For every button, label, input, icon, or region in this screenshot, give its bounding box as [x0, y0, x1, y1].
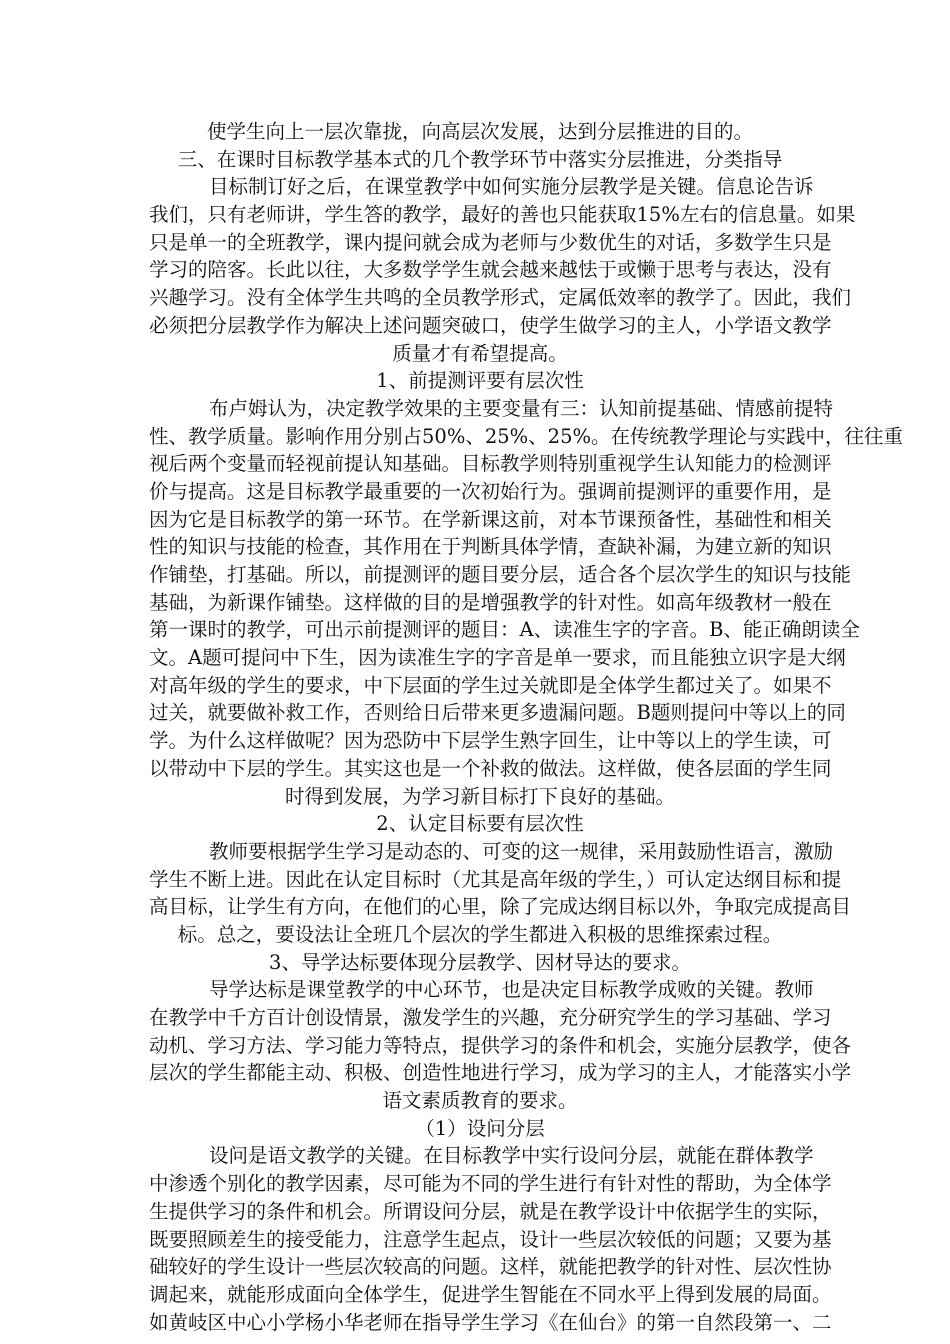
- text-line: 使学生向上一层次靠拢，向高层次发展，达到分层推进的目的。: [206, 120, 753, 143]
- text-line: 语文素质教育的要求。: [382, 1089, 578, 1113]
- text-line: 1、前提测评要有层次性: [376, 369, 584, 393]
- text-line: 层次的学生都能主动、积极、创造性地进行学习，成为学习的主人，才能落实小学: [149, 1061, 852, 1085]
- text-line: 标。总之，要设法让全班几个层次的学生都进入积极的思维探索过程。: [177, 922, 783, 946]
- text-line: 学生不断上进。因此在认定目标时（尤其是高年级的学生，）可认定达纲目标和提: [149, 867, 842, 891]
- text-line: 高目标，让学生有方向，在他们的心里，除了完成达纲目标以外，争取完成提高目: [149, 895, 852, 919]
- text-line: 我们，只有老师讲，学生答的教学，最好的善也只能获取15%左右的信息量。如果: [149, 203, 856, 227]
- text-line: 第一课时的教学，可出示前提测评的题目：A、读准生字的字音。B、能正确朗读全: [149, 618, 860, 642]
- text-line: 教师要根据学生学习是动态的、可变的这一规律，采用鼓励性语言，激励: [209, 839, 834, 863]
- text-line: 生提供学习的条件和机会。所谓设问分层，就是在教学设计中依据学生的实际，: [149, 1199, 832, 1223]
- text-line: 三、在课时目标教学基本式的几个教学环节中落实分层推进，分类指导: [177, 147, 783, 171]
- text-line: 对高年级的学生的要求，中下层面的学生过关就即是全体学生都过关了。如果不: [149, 673, 832, 697]
- text-line: 因为它是目标教学的第一环节。在学新课这前，对本节课预备性，基础性和相关: [149, 507, 832, 531]
- text-line: 兴趣学习。没有全体学生共鸣的全员教学形式，定属低效率的教学了。因此，我们: [149, 286, 852, 310]
- text-line: 时得到发展，为学习新目标打下良好的基础。: [284, 784, 675, 808]
- text-line: 质量才有希望提高。: [392, 341, 568, 365]
- text-line: 设问是语文教学的关键。在目标教学中实行设问分层，就能在群体教学: [209, 1144, 814, 1168]
- text-line: 动机、学习方法、学习能力等特点，提供学习的条件和机会，实施分层教学，使各: [149, 1033, 852, 1057]
- text-line: 中渗透个别化的教学因素，尽可能为不同的学生进行有针对性的帮助，为全体学: [149, 1172, 832, 1196]
- text-line: 2、认定目标要有层次性: [376, 812, 584, 836]
- text-line: 以带动中下层的学生。其实这也是一个补救的做法。这样做，使各层面的学生同: [149, 756, 832, 780]
- text-line: 视后两个变量而轻视前提认知基础。目标教学则特别重视学生认知能力的检测评: [149, 452, 832, 476]
- text-line: 只是单一的全班教学，课内提问就会成为老师与少数优生的对话，多数学生只是: [149, 230, 832, 254]
- text-line: 价与提高。这是目标教学最重要的一次初始行为。强调前提测评的重要作用，是: [149, 479, 832, 503]
- text-line: 性的知识与技能的检查，其作用在于判断具体学情，查缺补漏，为建立新的知识: [149, 535, 832, 559]
- text-line: 基础，为新课作铺垫。这样做的目的是增强教学的针对性。如高年级教材一般在: [149, 590, 832, 614]
- text-line: 过关，就要做补救工作，否则给日后带来更多遗漏问题。B题则提问中等以上的同: [149, 701, 846, 725]
- text-line: 调起来，就能形成面向全体学生，促进学生智能在不同水平上得到发展的局面。: [149, 1282, 832, 1306]
- text-line: 学。为什么这样做呢？因为恐防中下层学生熟字回生，让中等以上的学生读，可: [149, 729, 832, 753]
- text-line: 必须把分层教学作为解决上述问题突破口，使学生做学习的主人，小学语文教学: [149, 313, 832, 337]
- document-page: [149, 118, 904, 1336]
- text-line: 既要照顾差生的接受能力，注意学生起点，设计一些层次较低的问题；又要为基: [149, 1227, 832, 1251]
- text-line: 文。A题可提问中下生，因为读准生字的字音是单一要求，而且能独立识字是大纲: [149, 646, 846, 670]
- text-line: （1）设问分层: [415, 1116, 545, 1140]
- text-line: 在教学中千方百计创设情景，激发学生的兴趣，充分研究学生的学习基础、学习: [149, 1006, 832, 1029]
- text-line: 性、教学质量。影响作用分别占50%、25%、25%。在传统教学理论与实践中，往往重: [149, 424, 904, 448]
- text-line: 布卢姆认为，决定教学效果的主要变量有三：认知前提基础、情感前提特: [209, 396, 834, 420]
- text-line: 目标制订好之后，在课堂教学中如何实施分层教学是关键。信息论告诉: [209, 175, 814, 199]
- text-line: 3、导学达标要体现分层教学、因材导达的要求。: [269, 950, 691, 974]
- text-line: 学习的陪客。长此以往，大多数学学生就会越来越怯于或懒于思考与表达，没有: [149, 258, 832, 282]
- text-line: 作铺垫，打基础。所以，前提测评的题目要分层，适合各个层次学生的知识与技能: [149, 563, 852, 586]
- text-line: 导学达标是课堂教学的中心环节，也是决定目标教学成败的关键。教师: [209, 978, 814, 1002]
- text-line: 础较好的学生设计一些层次较高的问题。这样，就能把教学的针对性、层次性协: [149, 1255, 832, 1279]
- text-line: 如黄岐区中心小学杨小华老师在指导学生学习《在仙台》的第一自然段第一、二: [149, 1310, 832, 1334]
